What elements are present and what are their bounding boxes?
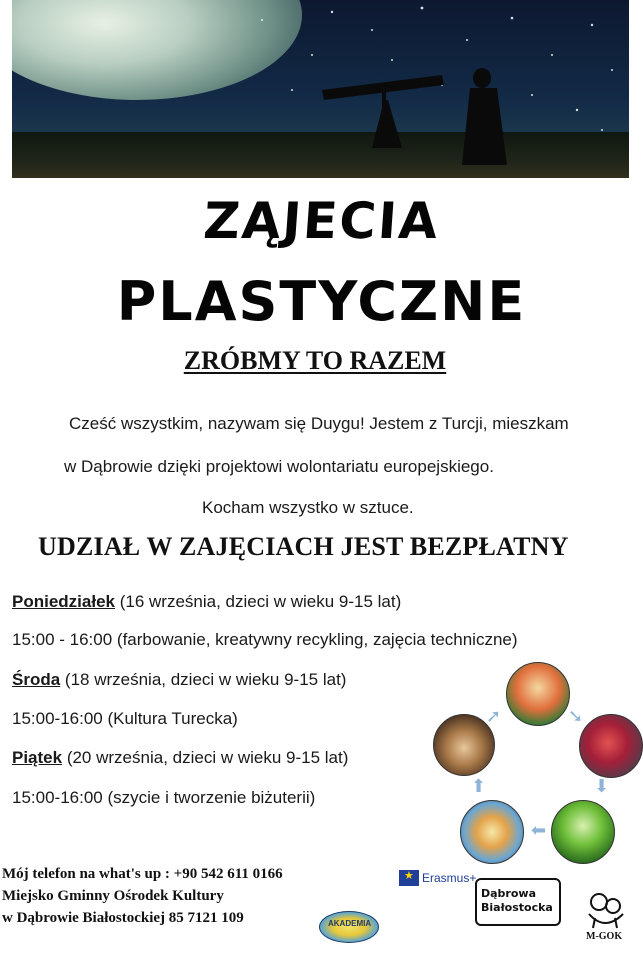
- intro-line2: w Dąbrowie dzięki projektowi wolontariatu europejskiego.: [64, 457, 494, 476]
- arrow-up-right-icon: ➚: [486, 706, 502, 727]
- day-name: Piątek: [12, 748, 63, 767]
- day-details: (16 września, dzieci w wieku 9-15 lat): [114, 592, 402, 611]
- photo-fruits: [579, 714, 643, 778]
- title-line2: PLASTYCZNE: [116, 270, 527, 333]
- dabrowa-line1: Dąbrowa: [481, 887, 536, 900]
- day-name: Środa: [12, 670, 61, 689]
- contact-org-line2: w Dąbrowie Białostockiej 85 7121 109: [2, 910, 244, 926]
- mgok-text: M-GOK: [586, 931, 623, 942]
- contact-phone: Mój telefon na what's up : +90 542 611 0166: [2, 866, 283, 882]
- dabrowa-line2: Białostocka: [481, 901, 553, 914]
- eu-flag-icon: [399, 870, 419, 886]
- intro-line3: Kocham wszystko w sztuce.: [202, 498, 414, 517]
- schedule-time-3: 15:00-16:00 (szycie i tworzenie biżuterii): [12, 788, 316, 807]
- day-name: Poniedziałek: [12, 592, 115, 611]
- schedule-time-2: 15:00-16:00 (Kultura Turecka): [12, 709, 238, 728]
- free-notice: UDZIAŁ W ZAJĘCIACH JEST BEZPŁATNY: [38, 532, 569, 561]
- arrow-left-icon: ⬅: [531, 820, 547, 841]
- dabrowa-logo: [475, 878, 561, 926]
- photo-globe: [551, 800, 615, 864]
- erasmus-logo: [399, 870, 476, 886]
- photo-windmill: [506, 662, 570, 726]
- arrow-down-icon: ⬇: [594, 776, 610, 797]
- contact-org-line1: Miejsko Gminny Ośrodek Kultury: [2, 888, 224, 904]
- day-details: (20 września, dzieci w wieku 9-15 lat): [62, 748, 349, 767]
- header-painting: [12, 0, 629, 178]
- subtitle: ZRÓBMY TO RAZEM: [183, 346, 447, 375]
- telescope-silhouette-icon: [312, 60, 522, 170]
- schedule-day-1: [12, 592, 401, 612]
- arrow-up-left-icon: ⬆: [471, 776, 487, 797]
- arrow-right-down-icon: ➘: [568, 706, 584, 727]
- erasmus-text: Erasmus+: [422, 871, 477, 885]
- schedule-time-1: 15:00 - 16:00 (farbowanie, kreatywny recykling, zajęcia techniczne): [12, 630, 518, 649]
- intro-line1: Cześć wszystkim, nazywam się Duygu! Jestem z Turcji, mieszkam: [69, 414, 569, 433]
- photo-crafts: [460, 800, 524, 864]
- seal-text: AKADEMIA: [328, 919, 372, 928]
- day-details: (18 września, dzieci w wieku 9-15 lat): [60, 670, 347, 689]
- schedule-day-3: [12, 748, 348, 768]
- title-line1: ZĄJECIA: [201, 192, 442, 250]
- schedule-day-2: [12, 670, 346, 690]
